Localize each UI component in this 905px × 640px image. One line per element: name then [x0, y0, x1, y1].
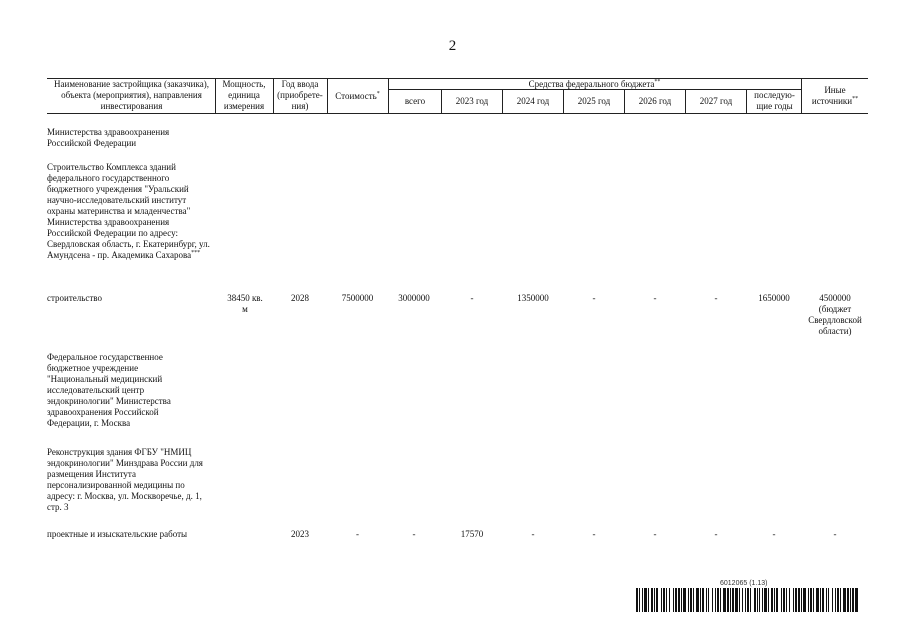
col-divider: [685, 89, 686, 113]
project1-title-mark: ***: [191, 250, 201, 256]
ministry-heading: Министерства здравоохранения Российской Федерации: [47, 127, 170, 148]
header-2027: 2027 год: [699, 96, 733, 106]
header-other-mark: **: [852, 96, 859, 102]
row-2024: 1350000: [517, 293, 549, 303]
row-2025: -: [592, 293, 596, 303]
row-later: -: [772, 529, 776, 539]
header-total: всего: [404, 96, 426, 106]
row-cost: 7500000: [341, 293, 374, 303]
row-2026: -: [653, 529, 657, 539]
header-other-label: Иные источники: [811, 85, 853, 106]
org2-heading: Федеральное государственное бюджетное учреждение "Национальный медицинский исследовательский центр эндокринологии" Министерства здравоохранения Российской Федерации, г. Москва: [47, 352, 171, 428]
header-2025: 2025 год: [577, 96, 611, 106]
header-name: Наименование застройщика (заказчика), объекта (мероприятия), направления инвестирования: [54, 79, 209, 111]
row-2023: -: [470, 293, 474, 303]
header-federal-group: [390, 79, 799, 90]
row-total: -: [412, 529, 416, 539]
row-year: 2023: [291, 529, 309, 539]
col-divider: [388, 78, 389, 113]
page-number: 2: [448, 38, 457, 54]
project1-title-text: Строительство Комплекса зданий федерального государственного бюджетного учреждения "Уральский научно-исследовательский институт охраны материнства и младенчества" Министерства здравоохранения Российской Федерации по адресу: Свердловская область, г. Екатеринбург, ул. Амундсена - пр. Академика Сахарова: [47, 162, 210, 260]
row-cost: -: [356, 529, 359, 539]
col-divider: [441, 89, 442, 113]
header-year: Год ввода (приобрете-ния): [277, 79, 323, 111]
col-divider: [273, 78, 274, 113]
header-federal-label: Средства федерального бюджета: [528, 79, 655, 89]
col-divider: [563, 89, 564, 113]
header-cost-label: Стоимость: [335, 91, 377, 101]
header-federal-mark: **: [654, 79, 661, 85]
col-divider: [746, 89, 747, 113]
row-2024: -: [531, 529, 535, 539]
header-other-sources: [803, 85, 867, 107]
row-name: проектные и изыскательские работы: [47, 529, 188, 539]
row-capacity: 38450 кв. м: [227, 293, 263, 314]
header-cost: [329, 91, 386, 102]
row-2026: -: [653, 293, 657, 303]
row-2025: -: [592, 529, 596, 539]
col-divider: [801, 78, 802, 113]
row-total: 3000000: [398, 293, 430, 303]
row-2023: 17570: [460, 529, 484, 539]
header-cost-mark: *: [376, 91, 380, 97]
barcode: [636, 588, 858, 612]
row-2027: -: [714, 529, 718, 539]
barcode-number: 6012065 (1.13): [720, 580, 768, 587]
project1-title: [47, 162, 212, 261]
header-2026: 2026 год: [638, 96, 672, 106]
col-divider: [624, 89, 625, 113]
row-name: строительство: [47, 293, 102, 303]
row-other: -: [833, 529, 837, 539]
header-2024: 2024 год: [516, 96, 550, 106]
header-2023: 2023 год: [455, 96, 489, 106]
col-divider: [215, 78, 216, 113]
row-other: 4500000 (бюджет Свердловской области): [808, 293, 862, 336]
col-divider: [502, 89, 503, 113]
row-later: 1650000: [758, 293, 790, 303]
header-capacity: Мощность, единица измерения: [222, 79, 266, 111]
header-later-years: последую-щие годы: [754, 90, 795, 111]
project2-title: Реконструкция здания ФГБУ "НМИЦ эндокринологии" Минздрава России для размещения Института персонализированной медицины по адресу: г. Москва, ул. Москворечье, д. 1, стр. 3: [47, 447, 203, 512]
col-divider: [327, 78, 328, 113]
header-bottom-rule: [47, 113, 868, 114]
row-year: 2028: [291, 293, 309, 303]
row-2027: -: [714, 293, 718, 303]
